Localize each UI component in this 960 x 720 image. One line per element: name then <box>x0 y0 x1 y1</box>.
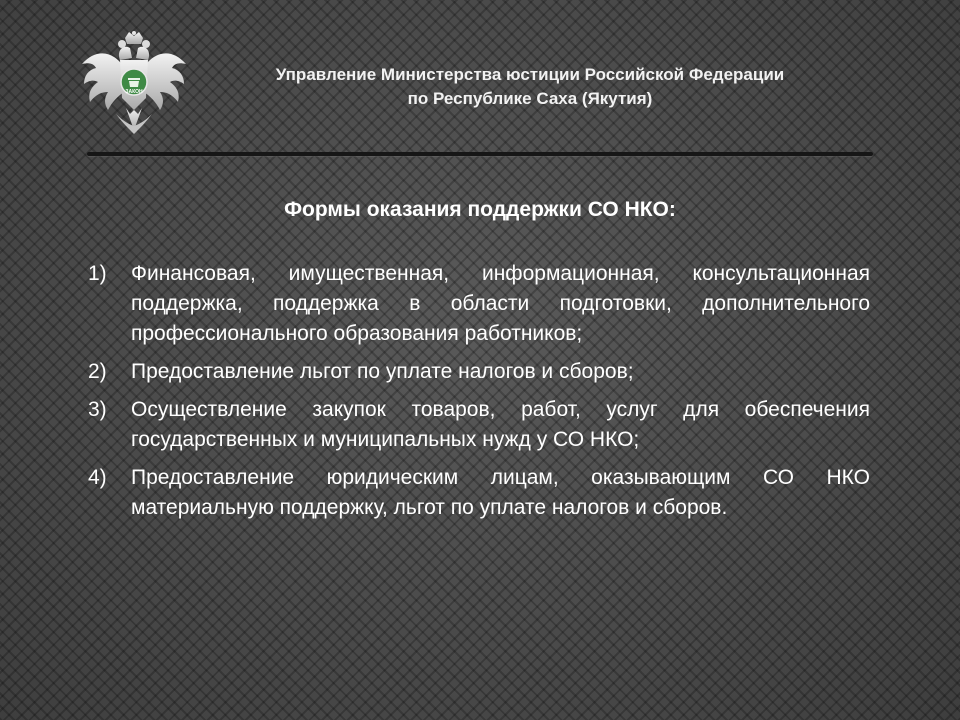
ministry-name-line1: Управление Министерства юстиции Российской Федерации <box>275 65 785 84</box>
list-item-number: 3) <box>88 398 107 421</box>
list-item-number: 2) <box>88 360 107 383</box>
list-item-text: Предоставление льгот по уплате налогов и сборов; <box>131 360 634 383</box>
list-item-number: 1) <box>88 262 107 285</box>
ministry-header <box>210 63 850 111</box>
emblem-text: ЗАКОН <box>125 89 143 95</box>
list-item-text: Финансовая, имущественная, информационная, консультационная поддержка, поддержка в области подготовки, дополнительного профессионального образования работников; <box>131 262 870 345</box>
list-item <box>88 463 870 523</box>
list-item-text: Предоставление юридическим лицам, оказывающим СО НКО материальную поддержку, льгот по уплате налогов и сборов. <box>131 466 870 519</box>
slide-title: Формы оказания поддержки СО НКО: <box>284 198 676 221</box>
list-item <box>88 357 870 387</box>
ministry-emblem-logo <box>76 30 192 142</box>
list-item <box>88 395 870 455</box>
list-item-number: 4) <box>88 466 107 489</box>
header-divider <box>87 152 873 156</box>
list-item <box>88 259 870 349</box>
list-item-text: Осуществление закупок товаров, работ, услуг для обеспечения государственных и муниципальных нужд у СО НКО; <box>131 398 870 451</box>
ministry-name-line2: по Республике Саха (Якутия) <box>407 89 653 108</box>
support-forms-list <box>88 259 870 531</box>
